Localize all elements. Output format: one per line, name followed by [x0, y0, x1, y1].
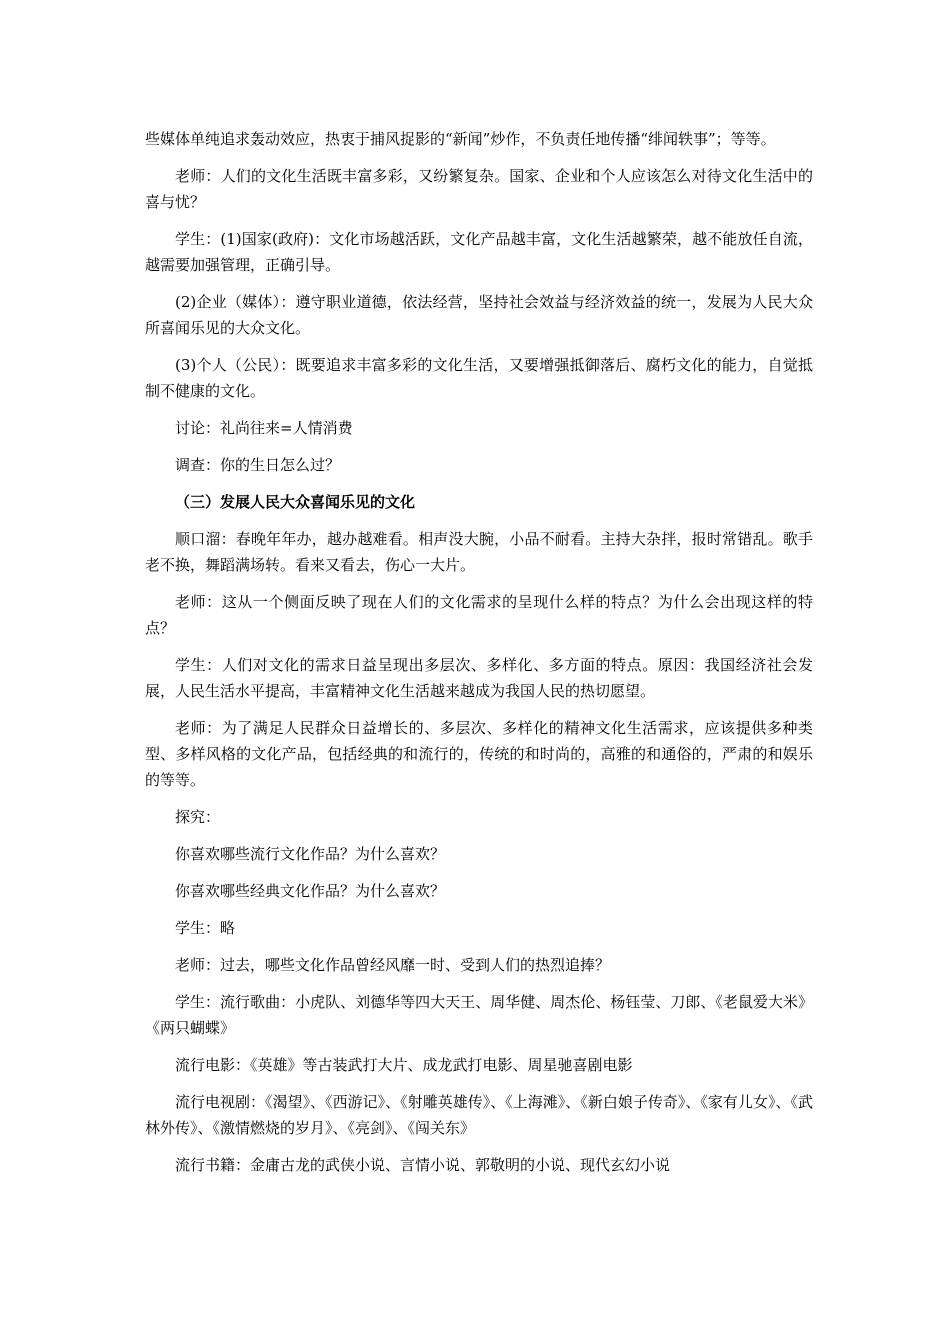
- paragraph-teacher-question: 老师：人们的文化生活既丰富多彩，又纷繁复杂。国家、企业和个人应该怎么对待文化生活中的喜与忧？: [145, 167, 813, 211]
- paragraph-teacher-statement: 老师：为了满足人民群众日益增长的、多层次、多样化的精神文化生活需求，应该提供多种类型、多样风格的文化产品，包括经典的和流行的，传统的和时尚的，高雅的和通俗的，严肃的和娱乐的等等。: [145, 719, 813, 789]
- paragraph-answer-individual: (3)个人（公民）：既要追求丰富多彩的文化生活，又要增强抵御落后、腐朽文化的能力，自觉抵制不健康的文化。: [145, 356, 813, 400]
- paragraph-student-answer-state: 学生：(1)国家(政府)：文化市场越活跃，文化产品越丰富，文化生活越繁荣，越不能放任自流，越需要加强管理，正确引导。: [145, 230, 813, 274]
- paragraph-teacher-question-2: 老师：这从一个侧面反映了现在人们的文化需求的呈现什么样的特点？为什么会出现这样的特点？: [145, 593, 813, 637]
- paragraph-continuation: 些媒体单纯追求轰动效应，热衷于捕风捉影的“新闻”炒作，不负责任地传播“绯闻轶事”；等等。: [145, 130, 776, 148]
- paragraph-popular-books: 流行书籍：金庸古龙的武侠小说、言情小说、郭敬明的小说、现代玄幻小说: [175, 1156, 671, 1174]
- paragraph-discussion: 讨论：礼尚往来=人情消费: [175, 419, 353, 437]
- paragraph-teacher-question-3: 老师：过去，哪些文化作品曾经风靡一时、受到人们的热烈追捧？: [175, 956, 611, 974]
- paragraph-popular-tv: 流行电视剧：《渴望》、《西游记》、《射雕英雄传》、《上海滩》、《新白娘子传奇》、《家有儿女》、《武林外传》、《激情燃烧的岁月》、《亮剑》、《闯关东》: [145, 1093, 813, 1137]
- paragraph-popular-movies: 流行电影：《英雄》等古装武打大片、成龙武打电影、周星驰喜剧电影: [175, 1056, 633, 1074]
- paragraph-answer-enterprise: (2)企业（媒体）：遵守职业道德，依法经营，坚持社会效益与经济效益的统一，发展为人民大众所喜闻乐见的大众文化。: [145, 293, 813, 337]
- paragraph-popular-songs: 学生：流行歌曲：小虎队、刘德华等四大天王、周华健、周杰伦、杨钰莹、刀郎、《老鼠爱大米》《两只蝴蝶》: [145, 993, 813, 1037]
- paragraph-question-popular: 你喜欢哪些流行文化作品？为什么喜欢？: [175, 845, 446, 863]
- paragraph-question-classic: 你喜欢哪些经典文化作品？为什么喜欢？: [175, 882, 446, 900]
- paragraph-student-omitted: 学生：略: [175, 919, 236, 937]
- paragraph-rhyme: 顺口溜：春晚年年办，越办越难看。相声没大腕，小品不耐看。主持大杂拌，报时常错乱。歌手老不换，舞蹈满场转。看来又看去，伤心一大片。: [145, 530, 813, 574]
- section-heading: （三）发展人民大众喜闻乐见的文化: [175, 493, 416, 511]
- document-body: [145, 126, 813, 1189]
- paragraph-explore: 探究：: [175, 808, 221, 826]
- paragraph-survey: 调查：你的生日怎么过？: [175, 456, 341, 474]
- paragraph-student-answer-2: 学生：人们对文化的需求日益呈现出多层次、多样化、多方面的特点。原因：我国经济社会发展，人民生活水平提高，丰富精神文化生活越来越成为我国人民的热切愿望。: [145, 656, 813, 700]
